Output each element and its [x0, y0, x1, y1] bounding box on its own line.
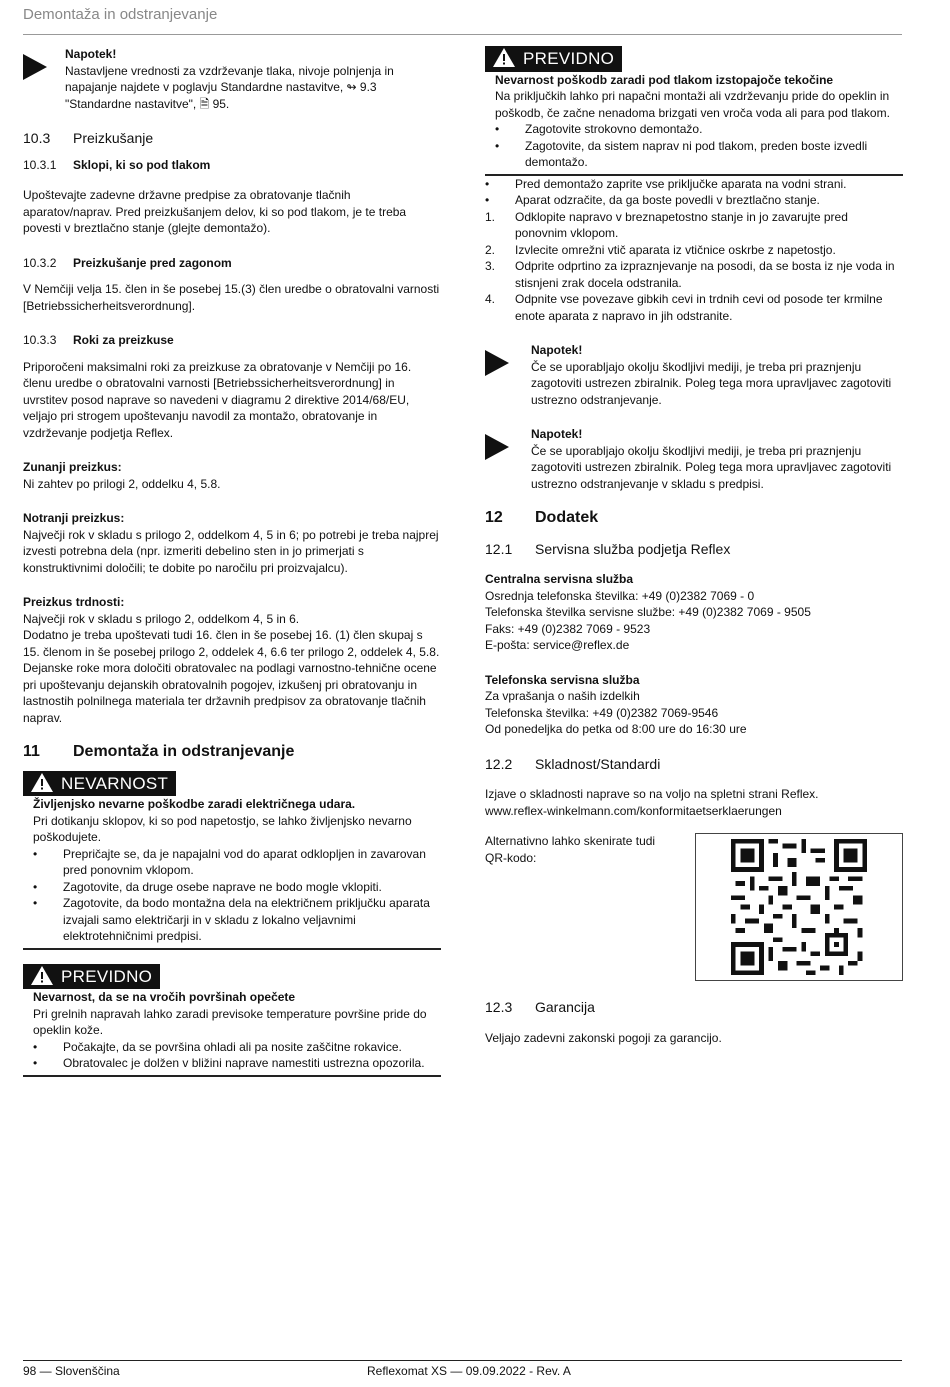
contact-line: Faks: +49 (0)2382 7069 - 9523 — [485, 621, 651, 636]
warning-triangle-icon — [31, 966, 53, 989]
note-text: Če se uporabljajo okolju škodljivi mediji, je treba pri praznjenju zagotoviti ustrezen zbiralnik. Poleg tega mora upravljavec zagotoviti ustrezno odstranjevanje v skladu s predpisi. — [531, 443, 892, 491]
note-block — [485, 342, 903, 408]
section-heading-12: 12 Dodatek — [485, 509, 599, 526]
list-item: • Obratovalec je dolžen v bližini naprave namestiti ustrezna opozorila. — [33, 1055, 441, 1072]
caution-warning-box — [23, 964, 441, 1077]
note-text: Če se uporabljajo okolju škodljivi mediji, je treba pri praznjenju zagotoviti ustrezen zbiralnik. Poleg tega mora upravljavec zagotoviti ustrezno odstranjevanje. — [531, 359, 892, 407]
email-link[interactable]: E-pošta: service@reflex.de — [485, 638, 630, 652]
subheading-phone-service: Telefonska servisna služba — [485, 672, 640, 687]
section-heading-10-3-3: 10.3.3 Roki za preizkuse — [23, 333, 174, 347]
list-item: • Zagotovite, da sistem naprav ni pod tlakom, preden boste izvedli demontažo. — [495, 138, 903, 171]
warning-title: Življenjsko nevarne poškodbe zaradi električnega udara. — [33, 797, 356, 811]
subheading-internal-test: Notranji preizkus: — [23, 511, 125, 525]
warning-triangle-icon — [31, 773, 53, 796]
warning-text: Na priključkih lahko pri napačni montaži ali vzdrževanju pride do opeklin in poškodb, če začne nenadoma brizgati ven vroča voda ali para pod tlakom. — [495, 89, 890, 120]
note-title: Napotek! — [531, 343, 583, 357]
note-block — [23, 46, 441, 112]
note-title: Napotek! — [531, 427, 583, 441]
paragraph: Izjave o skladnosti naprave so na voljo na spletni strani Reflex. — [485, 787, 819, 801]
contact-line: Telefonska številka: +49 (0)2382 7069-9546 — [485, 705, 719, 720]
paragraph: Največji rok v skladu s prilogo 2, oddelkom 4, 5 in 6; po potrebi je treba najprej izvesti potrebna dela (npr. izmeriti debelino sten in jo primerjati s konstruktivnimi določili; te dobite po naročilu pri proizvajalcu). — [23, 527, 439, 575]
warning-title: Nevarnost poškodb zaradi pod tlakom izstopajoče tekočine — [495, 72, 834, 87]
qr-code-frame — [695, 833, 903, 981]
header-divider — [23, 34, 902, 35]
right-column — [485, 46, 903, 1046]
page-header: Demontaža in odstranjevanje — [23, 6, 218, 23]
paragraph: Dejanske roke mora določiti obratovalec na podlagi varnostno-tehnične ocene pri upoštevanju dejanskih obratovalnih pogojev, izkušenj pri obratovanju in lastnostih polnilnega materiala ter državnih predpisov za obratovanje tlačnih naprav. — [23, 661, 437, 725]
section-heading-12-3: 12.3 Garancija — [485, 999, 595, 1015]
paragraph: V Nemčiji velja 15. člen in še posebej 15.(3) člen uredbe o obratovalni varnosti [Betriebssicherheitsverordnung]. — [23, 282, 440, 313]
section-heading-12-1: 12.1 Servisna služba podjetja Reflex — [485, 540, 731, 557]
paragraph: Ni zahtev po prilogi 2, oddelku 4, 5.8. — [23, 476, 221, 491]
note-block — [485, 426, 903, 492]
note-arrow-icon — [23, 46, 65, 112]
paragraph: Največji rok v skladu s prilogo 2, oddelkom 4, 5 in 6. — [23, 611, 300, 626]
paragraph: Dodatno je treba upoštevati tudi 16. člen in še posebej 16. (1) člen skupaj s 15. členom in še posebej prilogo 2, oddelek 4, 6.6 ter prilogo 2, oddelek 4, 5.8. — [23, 628, 440, 659]
warning-title: Nevarnost, da se na vročih površinah opečete — [33, 990, 296, 1004]
warning-list — [33, 1039, 441, 1072]
subheading-central-service: Centralna servisna služba — [485, 572, 634, 586]
footer-page-number: 98 — Slovenščina — [23, 1364, 120, 1378]
paragraph: Veljajo zadevni zakonski pogoji za garancijo. — [485, 1030, 722, 1045]
note-text: Nastavljene vrednosti za vzdrževanje tlaka, nivoje polnjenja in napajanje najdete v poglavju Standardne nastavitve, ↬ 9.3 "Standardne nastavitve", 🗎 95. — [65, 63, 394, 111]
list-item: • Zagotovite, da druge osebe naprave ne bodo mogle vklopiti. — [33, 879, 441, 896]
note-title: Napotek! — [65, 47, 117, 61]
list-item: • Aparat odzračite, da ga boste povedli v breztlačno stanje. — [485, 192, 903, 209]
paragraph: Upoštevajte zadevne državne predpise za obratovanje tlačnih aparatov/naprav. Pred preizkušanjem delov, ki so pod tlakom, je te treba povesti v breztlačno stanje (glejte demontažo). — [23, 188, 407, 235]
warning-text: Pri grelnih napravah lahko zaradi previsoke temperature površine pride do opeklin kože. — [33, 1006, 427, 1037]
footer-document-info: Reflexomat XS — 09.09.2022 - Rev. A — [367, 1364, 571, 1378]
contact-line: Osrednja telefonska številka: +49 (0)2382 7069 - 0 — [485, 588, 755, 603]
steps-list — [485, 209, 903, 325]
contact-line: Telefonska številka servisne službe: +49 (0)2382 7069 - 9505 — [485, 605, 811, 619]
section-heading-10-3: 10.3 Preizkušanje — [23, 130, 154, 146]
section-heading-10-3-1: 10.3.1 Sklopi, ki so pod tlakom — [23, 157, 211, 172]
qr-caption: Alternativno lahko skenirate tudi QR-kodo: — [485, 834, 656, 865]
list-item: • Pred demontažo zaprite vse priključke aparata na vodni strani. — [485, 176, 903, 193]
warning-triangle-icon — [493, 48, 515, 71]
paragraph: Priporočeni maksimalni roki za preizkuse za obratovanje v Nemčiji po 16. členu uredbe o obratovalni varnosti [Betriebssicherheitsverordnung] in uvrstitev posod naprave so navedeni v diagramu 2 direktive 2014/68/EU, veljajo pri strogem upoštevanju navodil za montažo, obratovanje in vzdrževanje podjetja Reflex. — [23, 359, 412, 440]
warning-list — [495, 121, 903, 171]
footer-divider — [23, 1360, 902, 1361]
caution-label: PREVIDNO — [23, 964, 160, 990]
list-item: • Zagotovite strokovno demontažo. — [495, 121, 903, 138]
danger-label: NEVARNOST — [23, 771, 176, 797]
step-item: 3. Odprite odprtino za izpraznjevanje na posodi, da se bosta iz nje voda in stisnjeni zrak docela odstranila. — [485, 259, 895, 290]
qr-row — [485, 833, 903, 981]
subheading-strength-test: Preizkus trdnosti: — [23, 595, 125, 609]
caution-warning-box — [485, 46, 903, 176]
preparation-list — [485, 176, 903, 209]
subheading-external-test: Zunanji preizkus: — [23, 460, 122, 474]
step-item: 4. Odpnite vse povezave gibkih cevi in trdnih cevi od posode ter krmilne enote aparata z napravo in jih odstranite. — [485, 292, 883, 323]
section-heading-10-3-2: 10.3.2 Preizkušanje pred zagonom — [23, 255, 232, 270]
danger-warning-box — [23, 771, 441, 950]
list-item: • Prepričajte se, da je napajalni vod do aparat odklopljen in zavarovan pred ponovnim vklopom. — [33, 846, 441, 879]
conformity-link[interactable]: www.reflex-winkelmann.com/konformitaetserklaerungen — [485, 803, 782, 818]
left-column — [23, 46, 441, 1077]
qr-code-icon[interactable] — [731, 839, 867, 975]
note-arrow-icon — [485, 342, 527, 408]
contact-line: Za vprašanja o naših izdelkih — [485, 689, 640, 703]
section-heading-12-2: 12.2 Skladnost/Standardi — [485, 755, 661, 772]
caution-label: PREVIDNO — [485, 46, 622, 72]
list-item: • Počakajte, da se površina ohladi ali pa nosite zaščitne rokavice. — [33, 1039, 441, 1056]
note-arrow-icon — [485, 426, 527, 492]
list-item: • Zagotovite, da bodo montažna dela na električnem priključku aparata izvajali samo električarji in v skladu z lokalno veljavnimi elektrotehničnimi predpisi. — [33, 895, 441, 945]
warning-list — [33, 846, 441, 945]
contact-line: Od ponedeljka do petka od 8:00 ure do 16:30 ure — [485, 722, 747, 736]
step-item: 1. Odklopite napravo v breznapetostno stanje in jo zavarujte pred ponovnim vklopom. — [485, 209, 848, 240]
section-heading-11: 11 Demontaža in odstranjevanje — [23, 743, 295, 760]
warning-text: Pri dotikanju sklopov, ki so pod napetostjo, se lahko življenjsko nevarno poškodujete. — [33, 813, 412, 844]
step-item: 2. Izvlecite omrežni vtič aparata iz vtičnice oskrbe z napetostjo. — [485, 242, 836, 257]
